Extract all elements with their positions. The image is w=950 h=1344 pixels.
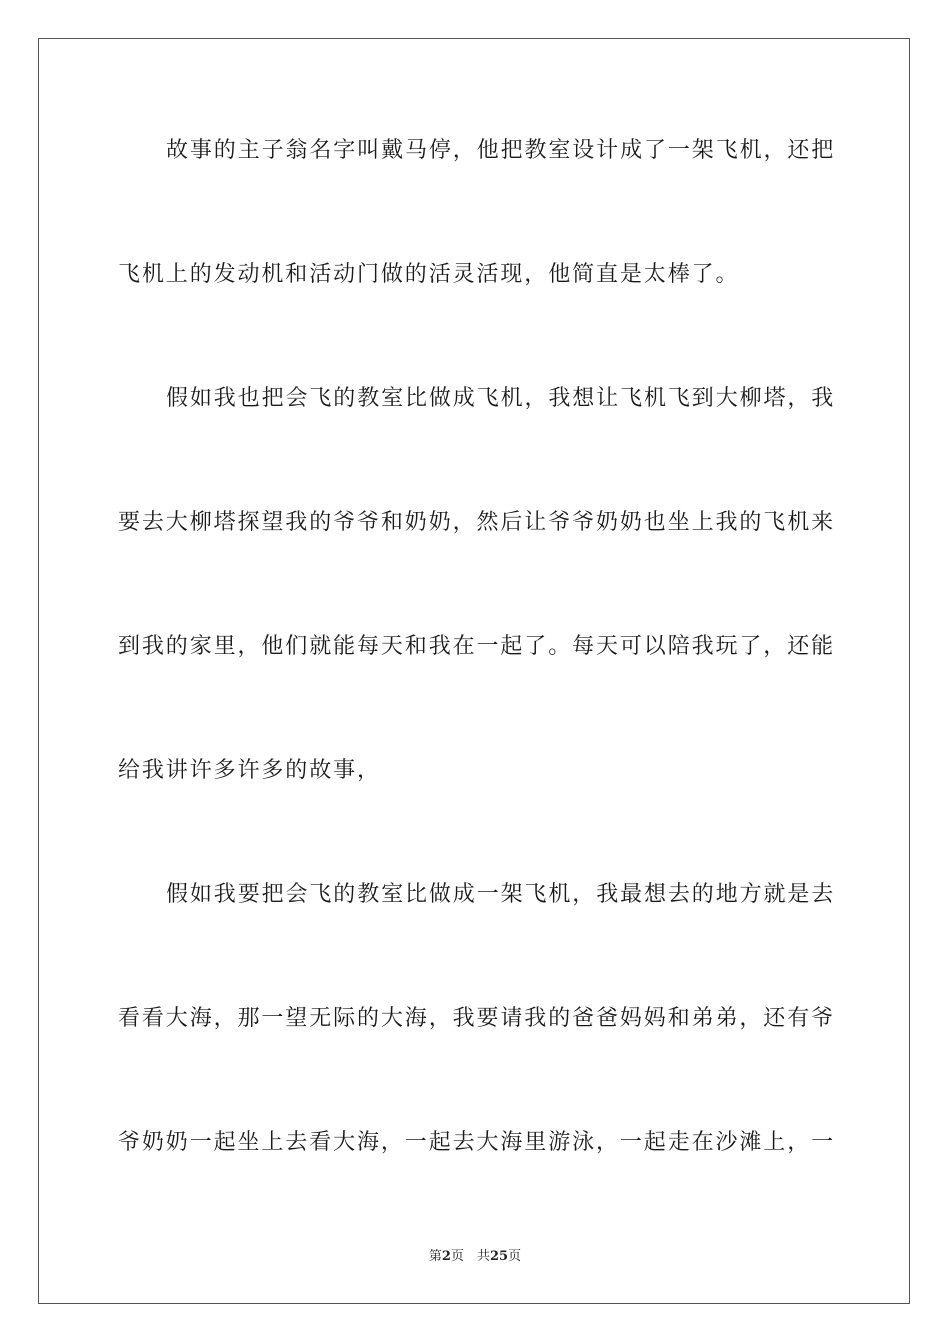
page-suffix: 页	[508, 1249, 522, 1264]
paragraph-1-line-1: 故事的主子翁名字叫戴马停，他把教室设计成了一架飞机，还把	[166, 138, 836, 163]
current-page-number: 2	[441, 1249, 451, 1264]
paragraph-1-line-2: 飞机上的发动机和活动门做的活灵活现，他简直是太棒了。	[118, 262, 740, 287]
paragraph-2-line-1: 假如我也把会飞的教室比做成飞机，我想让飞机飞到大柳塔，我	[166, 386, 836, 411]
paragraph-3-line-3: 爷奶奶一起坐上去看大海，一起去大海里游泳，一起走在沙滩上，一	[118, 1130, 836, 1155]
page-number-footer	[0, 1248, 950, 1266]
total-page-count: 25	[489, 1249, 509, 1264]
page-prefix: 第	[428, 1249, 442, 1264]
page-border	[38, 38, 910, 1304]
paragraph-2-line-3: 到我的家里，他们就能每天和我在一起了。每天可以陪我玩了，还能	[118, 634, 836, 659]
paragraph-3-line-2: 看看大海，那一望无际的大海，我要请我的爸爸妈妈和弟弟，还有爷	[118, 1006, 836, 1031]
paragraph-3-line-1: 假如我要把会飞的教室比做成一架飞机，我最想去的地方就是去	[166, 882, 836, 907]
paragraph-2-line-4: 给我讲许多许多的故事，	[118, 758, 381, 783]
page-mid-text: 页 共	[450, 1249, 490, 1264]
paragraph-2-line-2: 要去大柳塔探望我的爷爷和奶奶，然后让爷爷奶奶也坐上我的飞机来	[118, 510, 836, 535]
